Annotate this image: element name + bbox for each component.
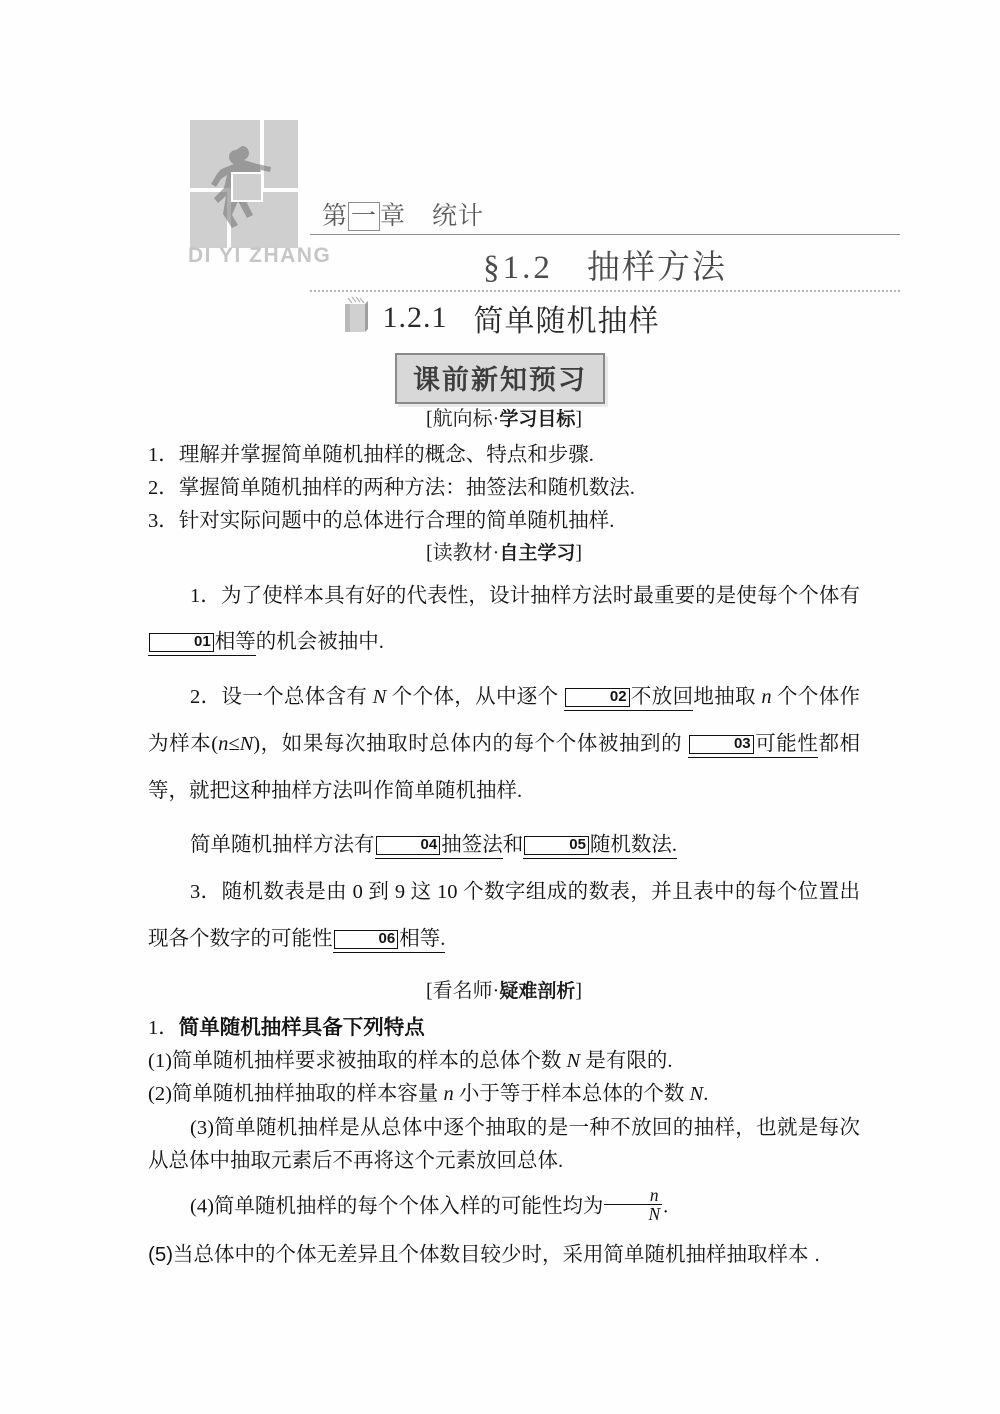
blank-answer-04: 抽签法 [441,834,503,857]
chapter-prefix: 第 [322,203,349,230]
variable-N: N [566,1050,581,1073]
subsection-heading [0,296,1000,340]
section-title-text: 抽样方法 [586,250,727,286]
selfstudy-item-2-seg1: 2．设一个总体含有 [190,686,373,709]
selfstudy-methods-mid: 和 [502,834,524,857]
blank-number-02: 02 [565,688,630,707]
blank-answer-01: 相等 [214,631,256,654]
blank-number-06: 06 [334,930,399,949]
selfstudy-item-2-seg6: )，如果每次抽取时总体内的每个个体被抽到的 [253,732,688,755]
book-icon [341,296,371,334]
selfstudy-item-2-seg4: 个个体作为样本( [148,686,861,755]
objective-item: 1．理解并掌握简单随机抽样的概念、特点和步骤. [148,443,594,466]
analysis-point-5: (5)当总体中的个体无差异且个体数目较少时，采用简单随机抽样抽取样本 . [148,1242,820,1266]
objectives-heading-bold: 学习目标 [499,409,576,430]
analysis-point-3: (3)简单随机抽样是从总体中逐个抽取的是一种不放回的抽样，也就是每次从总体中抽取元素后不再将这个元素放回总体. [148,1116,860,1172]
section-number: §1.2 [483,250,553,286]
analysis-heading [148,976,860,1007]
blank-answer-02: 不放回 [630,686,694,709]
analysis-point-4-a: (4)简单随机抽样的每个个体入样的可能性均为 [190,1195,604,1218]
chapter-number-boxed: 一 [348,202,380,231]
section-heading [310,241,900,288]
chapter-subject: 统计 [432,203,485,230]
selfstudy-heading-open: [读教材 [425,542,493,565]
objective-item: 3．针对实际问题中的总体进行合理的简单随机抽样. [148,509,615,532]
blank-number-04: 04 [376,836,441,855]
fraction-numerator: n [604,1186,662,1205]
analysis-point-2 [148,1078,860,1111]
header-rule [310,234,900,235]
selfstudy-item-1 [148,573,860,666]
analysis-heading-open: [看名师 [425,980,493,1003]
selfstudy-methods-lead: 简单随机抽样方法有 [190,834,375,857]
selfstudy-heading [148,538,860,569]
chapter-label [322,196,484,232]
selfstudy-item-2 [148,674,860,814]
objective-item: 2．掌握简单随机抽样的两种方法：抽签法和随机数法. [148,476,635,499]
variable-n: n [218,732,229,755]
selfstudy-item-2-seg2: 个个体，从中逐个 [386,686,564,709]
selfstudy-item-3 [148,869,860,962]
selfstudy-item-2-seg5: ≤ [228,732,240,755]
analysis-point-4 [148,1186,860,1224]
fraction-denominator: N [648,1204,661,1225]
blank-number-01: 01 [149,633,214,652]
analysis-heading-sep: · [492,980,500,1003]
banner-row [0,353,1000,404]
logo-tile-highlight [231,172,263,202]
variable-n: n [443,1083,454,1106]
analysis-subtitle: 1．简单随机抽样具备下列特点 [148,1015,425,1039]
preview-banner: 课前新知预习 [395,353,605,404]
selfstudy-item-1-tail: 的机会被抽中. [255,631,384,654]
objectives-heading [148,404,860,435]
selfstudy-heading-close: ] [575,542,583,565]
variable-N: N [689,1083,704,1106]
variable-N: N [239,732,254,755]
subsection-number: 1.2.1 [382,301,448,334]
selfstudy-heading-sep: · [492,542,500,565]
selfstudy-item-3-lead: 3．随机数表是由 0 到 9 这 10 个数字组成的数表，并且表中的每个位置出现各个数字的可能性 [148,881,860,950]
analysis-heading-close: ] [575,980,583,1003]
chapter-logo [190,120,308,248]
blank-answer-03: 可能性 [754,732,819,755]
document-body [148,404,860,1271]
analysis-point-1 [148,1045,860,1078]
chapter-header [0,108,1000,298]
objectives-heading-open: [航向标 [425,408,493,430]
fraction-n-over-N [604,1186,662,1224]
analysis-point-4-b: . [663,1195,669,1218]
selfstudy-item-1-lead: 1．为了使样本具有好的代表性，设计抽样方法时最重要的是使每个个体有 [190,584,860,607]
selfstudy-item-2-seg3: 地抽取 [693,686,762,709]
blank-answer-05: 随机数法. [589,834,678,857]
chapter-logo-pinyin: DI YI ZHANG [188,244,332,267]
blank-number-03: 03 [689,735,754,754]
analysis-point-2-b: 小于等于样本总体的个数 [453,1083,690,1106]
variable-N: N [372,686,387,709]
analysis-point-2-c: . [703,1083,709,1106]
objectives-heading-close: ] [575,408,583,430]
selfstudy-item-2-seg7: 都相等，就把这种抽样方法叫作简单随机抽样. [148,732,861,802]
analysis-point-1-b: 是有限的. [580,1050,673,1073]
analysis-point-2-a: (2)简单随机抽样抽取的样本容量 [148,1083,444,1106]
chapter-suffix: 章 [380,203,407,230]
analysis-point-1-a: (1)简单随机抽样要求被抽取的样本的总体个数 [148,1050,567,1073]
variable-n: n [761,686,772,709]
blank-number-05: 05 [524,836,589,855]
selfstudy-heading-bold: 自主学习 [499,543,576,565]
subsection-title: 简单随机抽样 [473,305,660,338]
blank-answer-06: 相等. [399,927,446,950]
header-dotted-rule [310,290,900,292]
selfstudy-methods [148,822,860,869]
analysis-subtitle-visible: 简单随机抽样具备下列特点 [178,1015,425,1039]
objectives-heading-sep: · [492,408,500,430]
analysis-heading-bold: 疑难剖析 [499,981,576,1003]
